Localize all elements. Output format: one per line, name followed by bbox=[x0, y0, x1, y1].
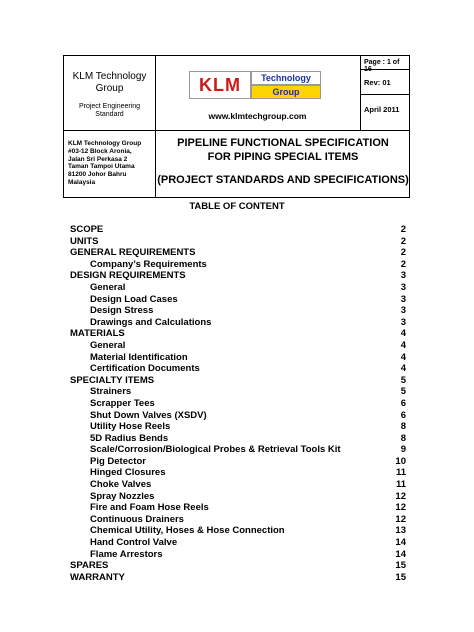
toc-entry-label: Hinged Closures bbox=[90, 467, 166, 479]
toc-entry[interactable] bbox=[70, 421, 406, 433]
logo-group-text: Group bbox=[251, 85, 321, 99]
company-name-line2: Group bbox=[95, 82, 124, 94]
address-line: Taman Tampoi Utama bbox=[68, 163, 135, 171]
issue-date: April 2011 bbox=[364, 105, 400, 114]
toc-entry[interactable] bbox=[70, 514, 406, 526]
company-name-line1: KLM Technology bbox=[72, 71, 147, 82]
toc-entry-page: 3 bbox=[400, 316, 406, 328]
toc-entry-label: Certification Documents bbox=[90, 363, 200, 375]
toc-entry[interactable] bbox=[70, 456, 406, 468]
revision-number: Rev: 01 bbox=[364, 78, 391, 87]
logo-technology-text: Technology bbox=[251, 71, 321, 85]
toc-entry-label: DESIGN REQUIREMENTS bbox=[70, 270, 186, 282]
department-line1: Project Engineering bbox=[78, 103, 141, 110]
toc-entry-page: 11 bbox=[395, 467, 406, 479]
toc-entry-label: UNITS bbox=[70, 235, 99, 247]
toc-entry-page: 10 bbox=[395, 455, 406, 467]
toc-entry-label: Scale/Corrosion/Biological Probes & Retrieval Tools Kit bbox=[90, 444, 341, 456]
toc-entry[interactable] bbox=[70, 247, 406, 259]
toc-entry[interactable] bbox=[70, 491, 406, 503]
toc-entry[interactable] bbox=[70, 282, 406, 294]
toc-entry-label: SCOPE bbox=[70, 224, 104, 235]
header-divider-rev bbox=[360, 94, 410, 95]
address-line: 81200 Johor Bahru bbox=[68, 171, 127, 179]
address-line: Malaysia bbox=[68, 178, 96, 186]
toc-entry-label: General bbox=[90, 281, 126, 293]
toc-entry-page: 6 bbox=[400, 397, 406, 409]
toc-entry-label: Hand Control Valve bbox=[90, 537, 178, 549]
toc-entry-label: General bbox=[90, 339, 126, 351]
toc-entry-label: SPECIALTY ITEMS bbox=[70, 374, 155, 386]
toc-entry[interactable] bbox=[70, 479, 406, 491]
toc-entry-label: Fire and Foam Hose Reels bbox=[90, 502, 209, 514]
toc-entry[interactable] bbox=[70, 363, 406, 375]
header-divider-right bbox=[360, 56, 361, 130]
website-link[interactable]: www.klmtechgroup.com bbox=[208, 111, 307, 121]
toc-entry-page: 2 bbox=[400, 235, 406, 247]
page-number: Page : 1 of 16 bbox=[364, 59, 400, 73]
toc-entry[interactable] bbox=[70, 398, 406, 410]
toc-entry-label: Chemical Utility, Hoses & Hose Connection bbox=[90, 525, 285, 537]
toc-entry[interactable] bbox=[70, 502, 406, 514]
toc-entry-page: 12 bbox=[395, 513, 406, 525]
toc-entry-page: 14 bbox=[395, 537, 406, 549]
toc-entry-page: 8 bbox=[400, 432, 406, 444]
toc-entry[interactable] bbox=[70, 549, 406, 561]
toc-entry-label: Choke Valves bbox=[90, 479, 152, 491]
toc-entry[interactable] bbox=[70, 467, 406, 479]
toc-entry-page: 4 bbox=[400, 328, 406, 340]
toc-entry-page: 11 bbox=[395, 479, 406, 491]
logo-klm-text: KLM bbox=[189, 71, 251, 99]
address-line: #03-12 Block Aronia, bbox=[68, 147, 132, 155]
toc-entry-label: Material Identification bbox=[90, 351, 188, 363]
toc-entry-label: Strainers bbox=[90, 386, 132, 398]
toc-entry[interactable] bbox=[70, 305, 406, 317]
toc-entry-page: 3 bbox=[400, 270, 406, 282]
toc-entry[interactable] bbox=[70, 340, 406, 352]
toc-entry[interactable] bbox=[70, 410, 406, 422]
toc-entry-label: Drawings and Calculations bbox=[90, 316, 212, 328]
document-title bbox=[156, 137, 410, 165]
toc-entry-page: 4 bbox=[400, 339, 406, 351]
toc-entry-page: 3 bbox=[400, 293, 406, 305]
toc-entry-page: 2 bbox=[400, 224, 406, 235]
toc-entry-label: WARRANTY bbox=[70, 571, 125, 583]
department-label bbox=[64, 103, 155, 119]
toc-entry-label: Shut Down Valves (XSDV) bbox=[90, 409, 207, 421]
toc-entry-page: 5 bbox=[400, 374, 406, 386]
toc-entry[interactable] bbox=[70, 386, 406, 398]
toc-entry-label: Scrapper Tees bbox=[90, 397, 155, 409]
toc-entry-page: 15 bbox=[395, 571, 406, 583]
toc-entry-label: SPARES bbox=[70, 560, 109, 572]
address-line: Jalan Sri Perkasa 2 bbox=[68, 155, 128, 163]
toc-entry-page: 2 bbox=[400, 247, 406, 259]
toc-entry[interactable] bbox=[70, 560, 406, 572]
toc-entry-page: 4 bbox=[400, 363, 406, 375]
department-line2: Standard bbox=[95, 111, 124, 119]
toc-entry-page: 4 bbox=[400, 351, 406, 363]
toc-entry-page: 8 bbox=[400, 421, 406, 433]
toc-entry[interactable] bbox=[70, 537, 406, 549]
toc-entry[interactable] bbox=[70, 294, 406, 306]
toc-entry[interactable] bbox=[70, 224, 406, 236]
toc-entry[interactable] bbox=[70, 270, 406, 282]
toc-entry[interactable] bbox=[70, 444, 406, 456]
toc-entry-label: Spray Nozzles bbox=[90, 490, 155, 502]
table-of-contents bbox=[70, 224, 406, 583]
company-address bbox=[68, 140, 156, 187]
toc-entry-label: MATERIALS bbox=[70, 328, 125, 340]
toc-heading: TABLE OF CONTENT bbox=[189, 201, 285, 212]
toc-entry[interactable] bbox=[70, 525, 406, 537]
toc-entry-label: Flame Arrestors bbox=[90, 548, 163, 560]
toc-entry[interactable] bbox=[70, 572, 406, 584]
document-header bbox=[63, 55, 410, 198]
toc-entry-page: 6 bbox=[400, 409, 406, 421]
toc-entry-label: Utility Hose Reels bbox=[90, 421, 171, 433]
toc-entry-page: 3 bbox=[400, 305, 406, 317]
company-name bbox=[64, 71, 155, 94]
toc-entry[interactable] bbox=[70, 433, 406, 445]
toc-entry-page: 2 bbox=[400, 258, 406, 270]
toc-entry[interactable] bbox=[70, 375, 406, 387]
toc-entry-page: 5 bbox=[400, 386, 406, 398]
toc-entry[interactable] bbox=[70, 352, 406, 364]
header-divider-middle bbox=[64, 130, 409, 131]
toc-entry[interactable] bbox=[70, 328, 406, 340]
document-subtitle: (PROJECT STANDARDS AND SPECIFICATIONS) bbox=[157, 174, 409, 186]
toc-entry[interactable] bbox=[70, 236, 406, 248]
toc-entry[interactable] bbox=[70, 259, 406, 271]
toc-entry-label: GENERAL REQUIREMENTS bbox=[70, 247, 196, 259]
address-line: KLM Technology Group bbox=[68, 140, 142, 147]
toc-entry-label: Company’s Requirements bbox=[90, 258, 207, 270]
toc-entry-page: 13 bbox=[395, 525, 406, 537]
title-line1: PIPELINE FUNCTIONAL SPECIFICATION bbox=[177, 137, 389, 149]
toc-entry-label: Pig Detector bbox=[90, 455, 146, 467]
toc-entry-label: 5D Radius Bends bbox=[90, 432, 169, 444]
toc-entry-label: Design Load Cases bbox=[90, 293, 178, 305]
toc-entry-page: 9 bbox=[400, 444, 406, 456]
klm-logo bbox=[189, 71, 329, 99]
toc-entry-page: 12 bbox=[395, 502, 406, 514]
toc-entry[interactable] bbox=[70, 317, 406, 329]
toc-entry-page: 14 bbox=[395, 548, 406, 560]
toc-entry-label: Design Stress bbox=[90, 305, 154, 317]
toc-entry-page: 3 bbox=[400, 281, 406, 293]
toc-entry-label: Continuous Drainers bbox=[90, 513, 184, 525]
toc-entry-page: 12 bbox=[395, 490, 406, 502]
title-line2: FOR PIPING SPECIAL ITEMS bbox=[207, 150, 359, 163]
toc-entry-page: 15 bbox=[395, 560, 406, 572]
